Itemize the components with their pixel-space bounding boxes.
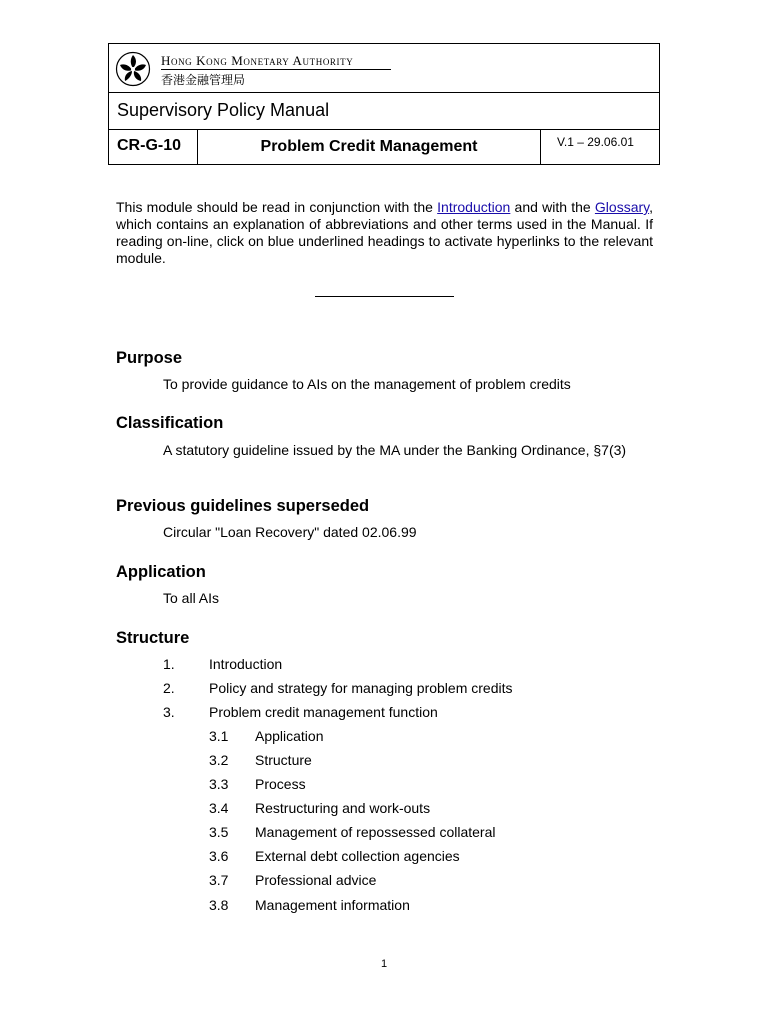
separator-line	[315, 296, 454, 297]
subitem-number: 3.1	[209, 728, 229, 744]
classification-text: A statutory guideline issued by the MA under the Banking Ordinance, §7(3)	[163, 442, 627, 458]
item-number: 1.	[163, 656, 175, 672]
manual-title: Supervisory Policy Manual	[117, 100, 330, 120]
subitem-label: Application	[255, 728, 324, 744]
module-code: CR-G-10	[117, 137, 182, 154]
subitem-number: 3.2	[209, 752, 229, 768]
item-label: Problem credit management function	[209, 704, 438, 720]
subitem-label: Structure	[255, 752, 312, 768]
org-name-chinese: 香港金融管理局	[161, 73, 246, 87]
subitem-label: External debt collection agencies	[255, 848, 460, 864]
purpose-heading: Purpose	[116, 349, 183, 367]
intro-text-1: This module should be read in conjunction with the	[116, 199, 438, 215]
hkma-logo-icon	[115, 51, 151, 87]
classification-heading: Classification	[116, 414, 224, 432]
application-heading: Application	[116, 563, 206, 581]
subitem-label: Professional advice	[255, 872, 377, 888]
item-label: Policy and strategy for managing problem credits	[209, 680, 513, 696]
purpose-text: To provide guidance to AIs on the management of problem credits	[163, 376, 571, 392]
subitem-label: Management information	[255, 897, 410, 913]
previous-guidelines-heading: Previous guidelines superseded	[116, 497, 370, 515]
subitem-number: 3.5	[209, 824, 229, 840]
glossary-link[interactable]: Glossary	[594, 199, 650, 215]
previous-guidelines-text: Circular "Loan Recovery" dated 02.06.99	[163, 524, 417, 540]
subitem-label: Management of repossessed collateral	[255, 824, 496, 840]
subitem-number: 3.3	[209, 776, 229, 792]
module-title: Problem Credit Management	[260, 138, 478, 155]
module-code-cell	[109, 130, 198, 164]
intro-text-2: and with the	[510, 199, 595, 215]
header-org-row	[109, 44, 659, 93]
org-name-english: Hong Kong Monetary Authority	[161, 53, 354, 68]
subitem-label: Restructuring and work-outs	[255, 800, 431, 816]
version-cell	[541, 130, 659, 164]
document-header-table	[108, 43, 660, 165]
header-manual-row	[109, 93, 659, 130]
intro-paragraph	[116, 199, 653, 267]
subitem-number: 3.4	[209, 800, 229, 816]
header-module-row	[109, 130, 659, 164]
page-number: 1	[380, 958, 388, 970]
org-name-divider	[161, 69, 391, 70]
version-label: V.1 – 29.06.01	[557, 135, 634, 149]
subitem-label: Process	[255, 776, 306, 792]
application-text: To all AIs	[163, 590, 220, 606]
introduction-link[interactable]: Introduction	[437, 199, 511, 215]
subitem-number: 3.6	[209, 848, 229, 864]
subitem-number: 3.8	[209, 897, 229, 913]
item-number: 3.	[163, 704, 175, 720]
module-title-cell	[198, 130, 541, 164]
item-label: Introduction	[209, 656, 283, 672]
subitem-number: 3.7	[209, 872, 229, 888]
item-number: 2.	[163, 680, 175, 696]
structure-heading: Structure	[116, 629, 190, 647]
intro-text-3: , which contains an explanation of abbreviations and other terms used in the Manual. If reading on-line, click on blue underlined headings to activate hyperlinks to the relevant module.	[116, 199, 653, 266]
